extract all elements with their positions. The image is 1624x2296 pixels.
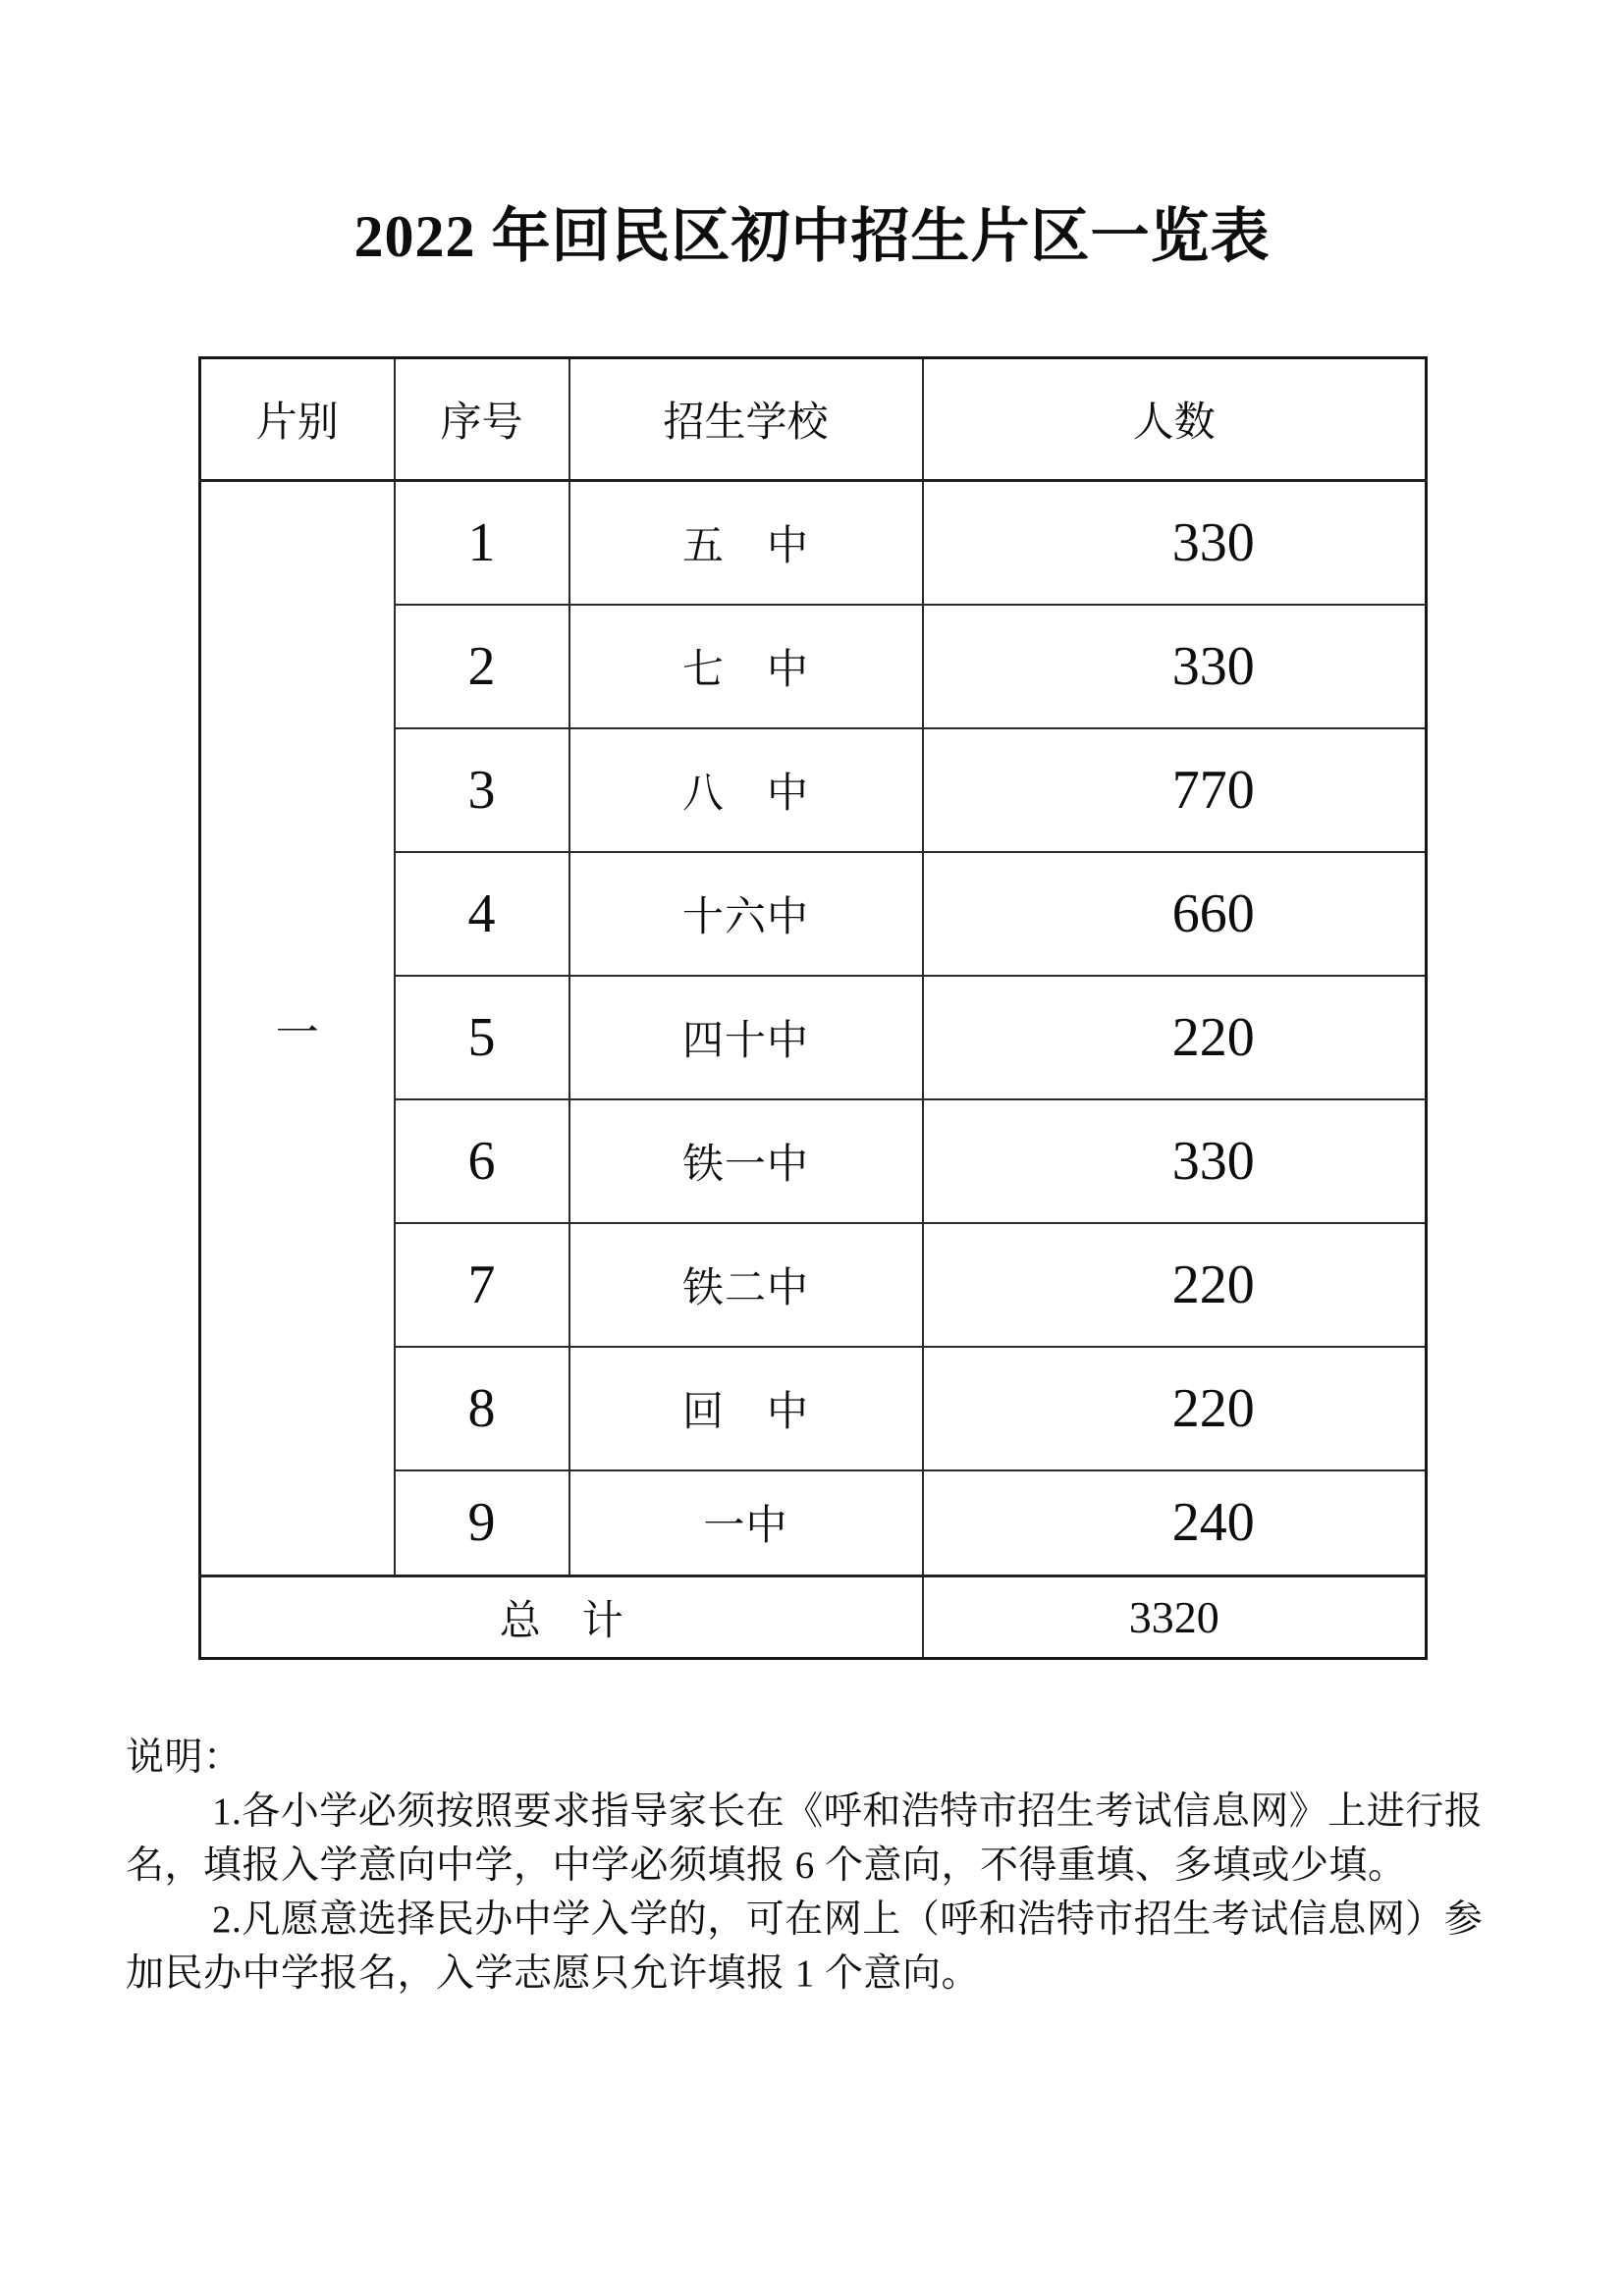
count-cell: 330	[923, 605, 1427, 728]
school-cell: 十六中	[569, 852, 923, 976]
note-line: 加民办中学报名，入学志愿只允许填报 1 个意向。	[126, 1952, 981, 1995]
district-cell: 一	[200, 481, 395, 1576]
school-cell: 回 中	[569, 1347, 923, 1470]
notes-section	[126, 1731, 1490, 2001]
table-header	[200, 358, 1427, 481]
school-cell: 七 中	[569, 605, 923, 728]
serial-cell: 1	[395, 481, 569, 605]
count-cell: 220	[923, 976, 1427, 1099]
count-cell: 330	[923, 1099, 1427, 1223]
serial-cell: 5	[395, 976, 569, 1099]
header-row	[200, 358, 1427, 481]
school-cell: 八 中	[569, 728, 923, 852]
header-serial: 序号	[395, 358, 569, 481]
notes-heading: 说明：	[126, 1736, 243, 1779]
serial-cell: 6	[395, 1099, 569, 1223]
total-value-cell: 3320	[923, 1576, 1427, 1659]
header-school: 招生学校	[569, 358, 923, 481]
count-cell: 220	[923, 1223, 1427, 1347]
header-count: 人数	[923, 358, 1427, 481]
page-title: 2022 年回民区初中招生片区一览表	[353, 204, 1271, 269]
serial-cell: 2	[395, 605, 569, 728]
count-cell: 220	[923, 1347, 1427, 1470]
count-cell: 240	[923, 1470, 1427, 1576]
school-cell: 五 中	[569, 481, 923, 605]
serial-cell: 4	[395, 852, 569, 976]
count-cell: 330	[923, 481, 1427, 605]
school-cell: 四十中	[569, 976, 923, 1099]
note-line: 1.各小学必须按照要求指导家长在《呼和浩特市招生考试信息网》上进行报	[212, 1790, 1484, 1833]
total-row	[200, 1576, 1427, 1659]
count-cell: 770	[923, 728, 1427, 852]
enrollment-table	[198, 356, 1428, 1660]
note-line: 2.凡愿意选择民办中学入学的，可在网上（呼和浩特市招生考试信息网）参	[212, 1898, 1484, 1941]
school-cell: 铁一中	[569, 1099, 923, 1223]
serial-cell: 3	[395, 728, 569, 852]
school-cell: 铁二中	[569, 1223, 923, 1347]
serial-cell: 7	[395, 1223, 569, 1347]
serial-cell: 9	[395, 1470, 569, 1576]
note-line: 名，填报入学意向中学，中学必须填报 6 个意向，不得重填、多填或少填。	[126, 1844, 1407, 1887]
header-district: 片别	[200, 358, 395, 481]
count-cell: 660	[923, 852, 1427, 976]
serial-cell: 8	[395, 1347, 569, 1470]
school-cell: 一中	[569, 1470, 923, 1576]
total-label-cell: 总 计	[200, 1576, 923, 1659]
table-row	[200, 481, 1427, 605]
